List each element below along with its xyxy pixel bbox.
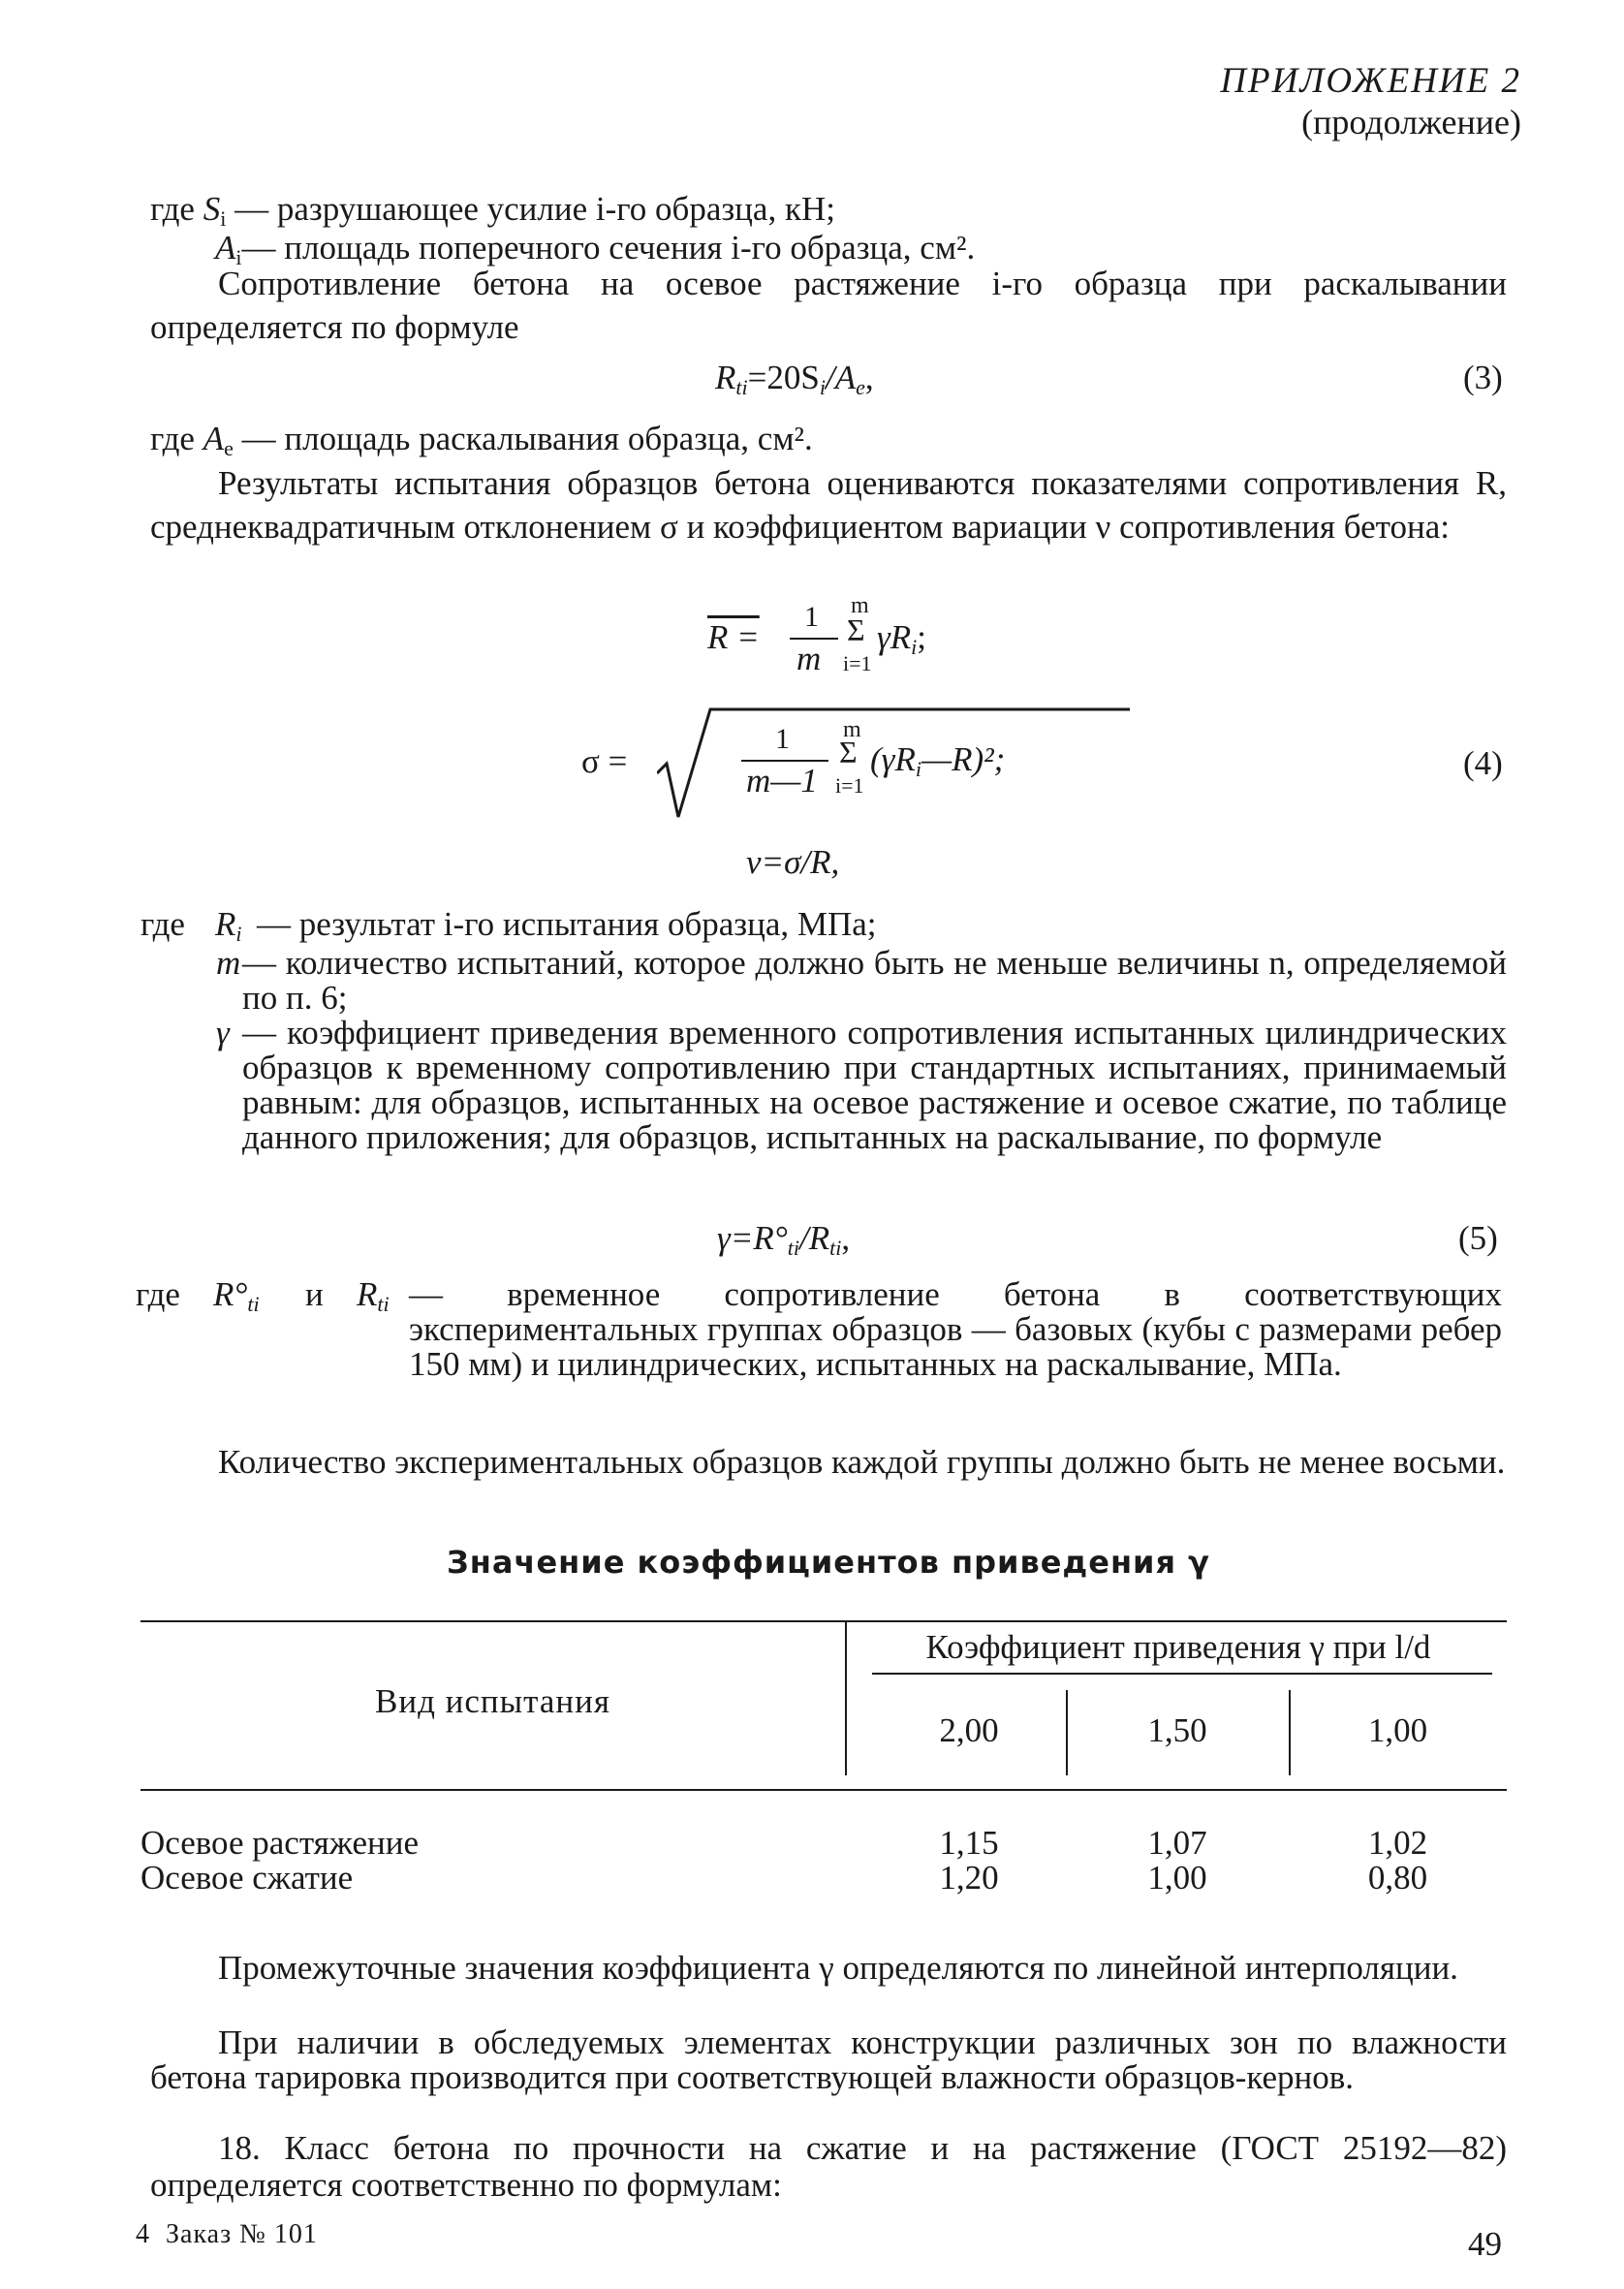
formula-5-sub2: ti [829,1236,842,1260]
sigma-body-2: —R)²; [921,740,1006,778]
formula-5-sub1: ti [787,1236,800,1260]
def5-text: — временное сопротивление бетона в соответствующих экспериментальных группах образцов — базовых (кубы с размерами ребер 150 мм) и цилиндрических, испытанных на раскалывание, МПа. [409,1275,1502,1383]
intro-line-1 [150,190,835,232]
sigma-lhs: σ = [581,742,628,780]
symbol-a-sub: i [235,245,242,269]
row-value: 1,20 [939,1859,999,1897]
paragraph-18: 18. Класс бетона по прочности на сжатие и на растяжение (ГОСТ 25192—82) определяется соответственно по формулам: [150,2129,1507,2204]
row-value: 1,00 [1147,1859,1207,1897]
intro-line-1-text: — разрушающее усилие i-го образца, кН; [234,190,835,228]
def-r-symbol: R [215,905,236,943]
formula-3-rhs-sub: i [819,375,826,399]
def-r-prefix: где [141,905,185,943]
ae-text: — площадь раскалывания образца, см². [241,420,813,457]
def5-symbol-1: R° [213,1275,248,1313]
def5-prefix: где [136,1275,180,1313]
page-number: 49 [1468,2225,1502,2263]
table-subheader-divider-2 [1289,1690,1291,1775]
equation-number-3: (3) [1463,359,1503,396]
table-subheader-3: 1,00 [1367,1711,1428,1749]
row-value: 1,02 [1367,1824,1428,1862]
def-r-sub: i [235,922,242,946]
formula-sigma [581,706,1124,822]
sigma-sum-sign: Σ [839,735,858,769]
formula-3-rhs2: /A [825,359,857,396]
sigma-sum-top: m [843,717,861,742]
formula-3-lhs: R [715,359,736,396]
paragraph-moisture: При наличии в обследуемых элементах конструкции различных зон по влажности бетона тарировка производится при соответствующей влажности образцов-кернов. [150,2023,1507,2096]
r-frac-num: 1 [804,601,819,633]
table-subheader-rule [872,1673,1492,1675]
equation-number-5: (5) [1458,1219,1498,1257]
def5-symbol-2-sub: ti [377,1292,390,1316]
table-row [141,1824,1507,1862]
row-value: 0,80 [1367,1859,1428,1897]
table-title: Значение коэффициентов приведения γ [447,1544,1210,1581]
sigma-body-sub: i [915,757,921,781]
appendix-continuation: (продолжение) [1301,103,1521,141]
def5-and: и [305,1275,324,1313]
formula-3 [715,359,874,400]
def-r-text: — результат i-го испытания образца, МПа; [257,905,877,943]
paragraph-results: Результаты испытания образцов бетона оцениваются показателями сопротивления R, среднеквадратичным отклонением σ и коэффициентом вариации ν сопротивления бетона: [150,464,1507,546]
formula-5-end: , [841,1219,851,1257]
appendix-title: ПРИЛОЖЕНИЕ 2 [1220,61,1521,101]
def-m-text: — количество испытаний, которое должно быть не меньше величины n, определяемой по п. 6; [242,944,1507,1017]
def-gamma-symbol: γ [216,1014,230,1051]
r-sum-sign: Σ [847,612,865,647]
row-value: 1,15 [939,1824,999,1862]
table-header-bottom-rule [141,1789,1507,1791]
table-top-rule [141,1620,1507,1622]
paragraph-sample-count: Количество экспериментальных образцов каждой группы должно быть не менее восьми. [218,1443,1506,1481]
formula-nu: ν=σ/R, [746,843,840,881]
def-gamma-text: — коэффициент приведения временного сопротивления испытанных цилиндрических образцов к временному сопротивлению при стандартных испытаниях, принимаемый равным: для образцов, испытанных на осевое растяжение и осевое сжатие, по таблице данного приложения; для образцов, испытанных на раскалывание, по формуле [242,1014,1507,1156]
ae-sub: e [224,436,234,460]
ae-definition [150,420,813,461]
r-body: γR [877,618,912,656]
sigma-body: (γR [870,740,916,778]
intro-line-2-text: — площадь поперечного сечения i-го образца, см². [241,229,976,267]
table-row [141,1859,1507,1897]
r-mean-lhs: R = [707,618,760,656]
table-subheader-2: 1,50 [1147,1711,1207,1749]
table-subheader-1: 2,00 [939,1711,999,1749]
r-end: ; [917,618,927,656]
row-label: Осевое растяжение [141,1824,420,1862]
paragraph-interpolation: Промежуточные значения коэффициента γ определяются по линейной интерполяции. [218,1949,1458,1987]
formula-5-part1: γ=R° [717,1219,788,1257]
formula-3-rhs: =20S [747,359,820,396]
sigma-sum-bot: i=1 [835,773,864,798]
definition-gamma [141,1016,1516,1200]
equation-number-4: (4) [1463,744,1503,782]
definition-r0-rt [136,1277,1516,1432]
formula-5 [717,1219,850,1261]
footer-order: 4 Заказ № 101 [136,2219,318,2249]
table-header-vid: Вид испытания [375,1682,610,1720]
intro-prefix: где [150,190,195,228]
r-sum-bot: i=1 [843,651,872,675]
table-subheader-divider-1 [1066,1690,1068,1775]
def5-symbol-1-sub: ti [247,1292,260,1316]
r-sum-top: m [851,593,869,618]
sigma-frac-den: m—1 [746,762,818,800]
r-body-sub: i [911,635,918,659]
formula-r-mean [707,593,998,693]
symbol-a: A [215,229,236,267]
sigma-frac-num: 1 [775,723,790,755]
formula-3-rhs2-sub: e [856,375,865,399]
ae-prefix: где [150,420,195,457]
ae-symbol: A [203,420,225,457]
formula-3-end: , [864,359,874,396]
symbol-s-sub: i [220,206,227,231]
symbol-s: S [203,190,221,228]
row-label: Осевое сжатие [141,1859,354,1897]
definition-r [141,907,1516,946]
table-header-coef: Коэффициент приведения γ при l/d [925,1628,1431,1666]
def-m-symbol: m [216,944,241,982]
table-header-divider [845,1620,847,1775]
paragraph-split-strength: Сопротивление бетона на осевое растяжение i-го образца при раскалывании определяется по формуле [150,265,1507,346]
def5-symbol-2: R [357,1275,378,1313]
row-value: 1,07 [1147,1824,1207,1862]
formula-5-part2: /R [799,1219,830,1257]
formula-3-lhs-sub: ti [735,375,748,399]
definition-m [141,946,1516,1023]
r-frac-den: m [796,640,822,677]
